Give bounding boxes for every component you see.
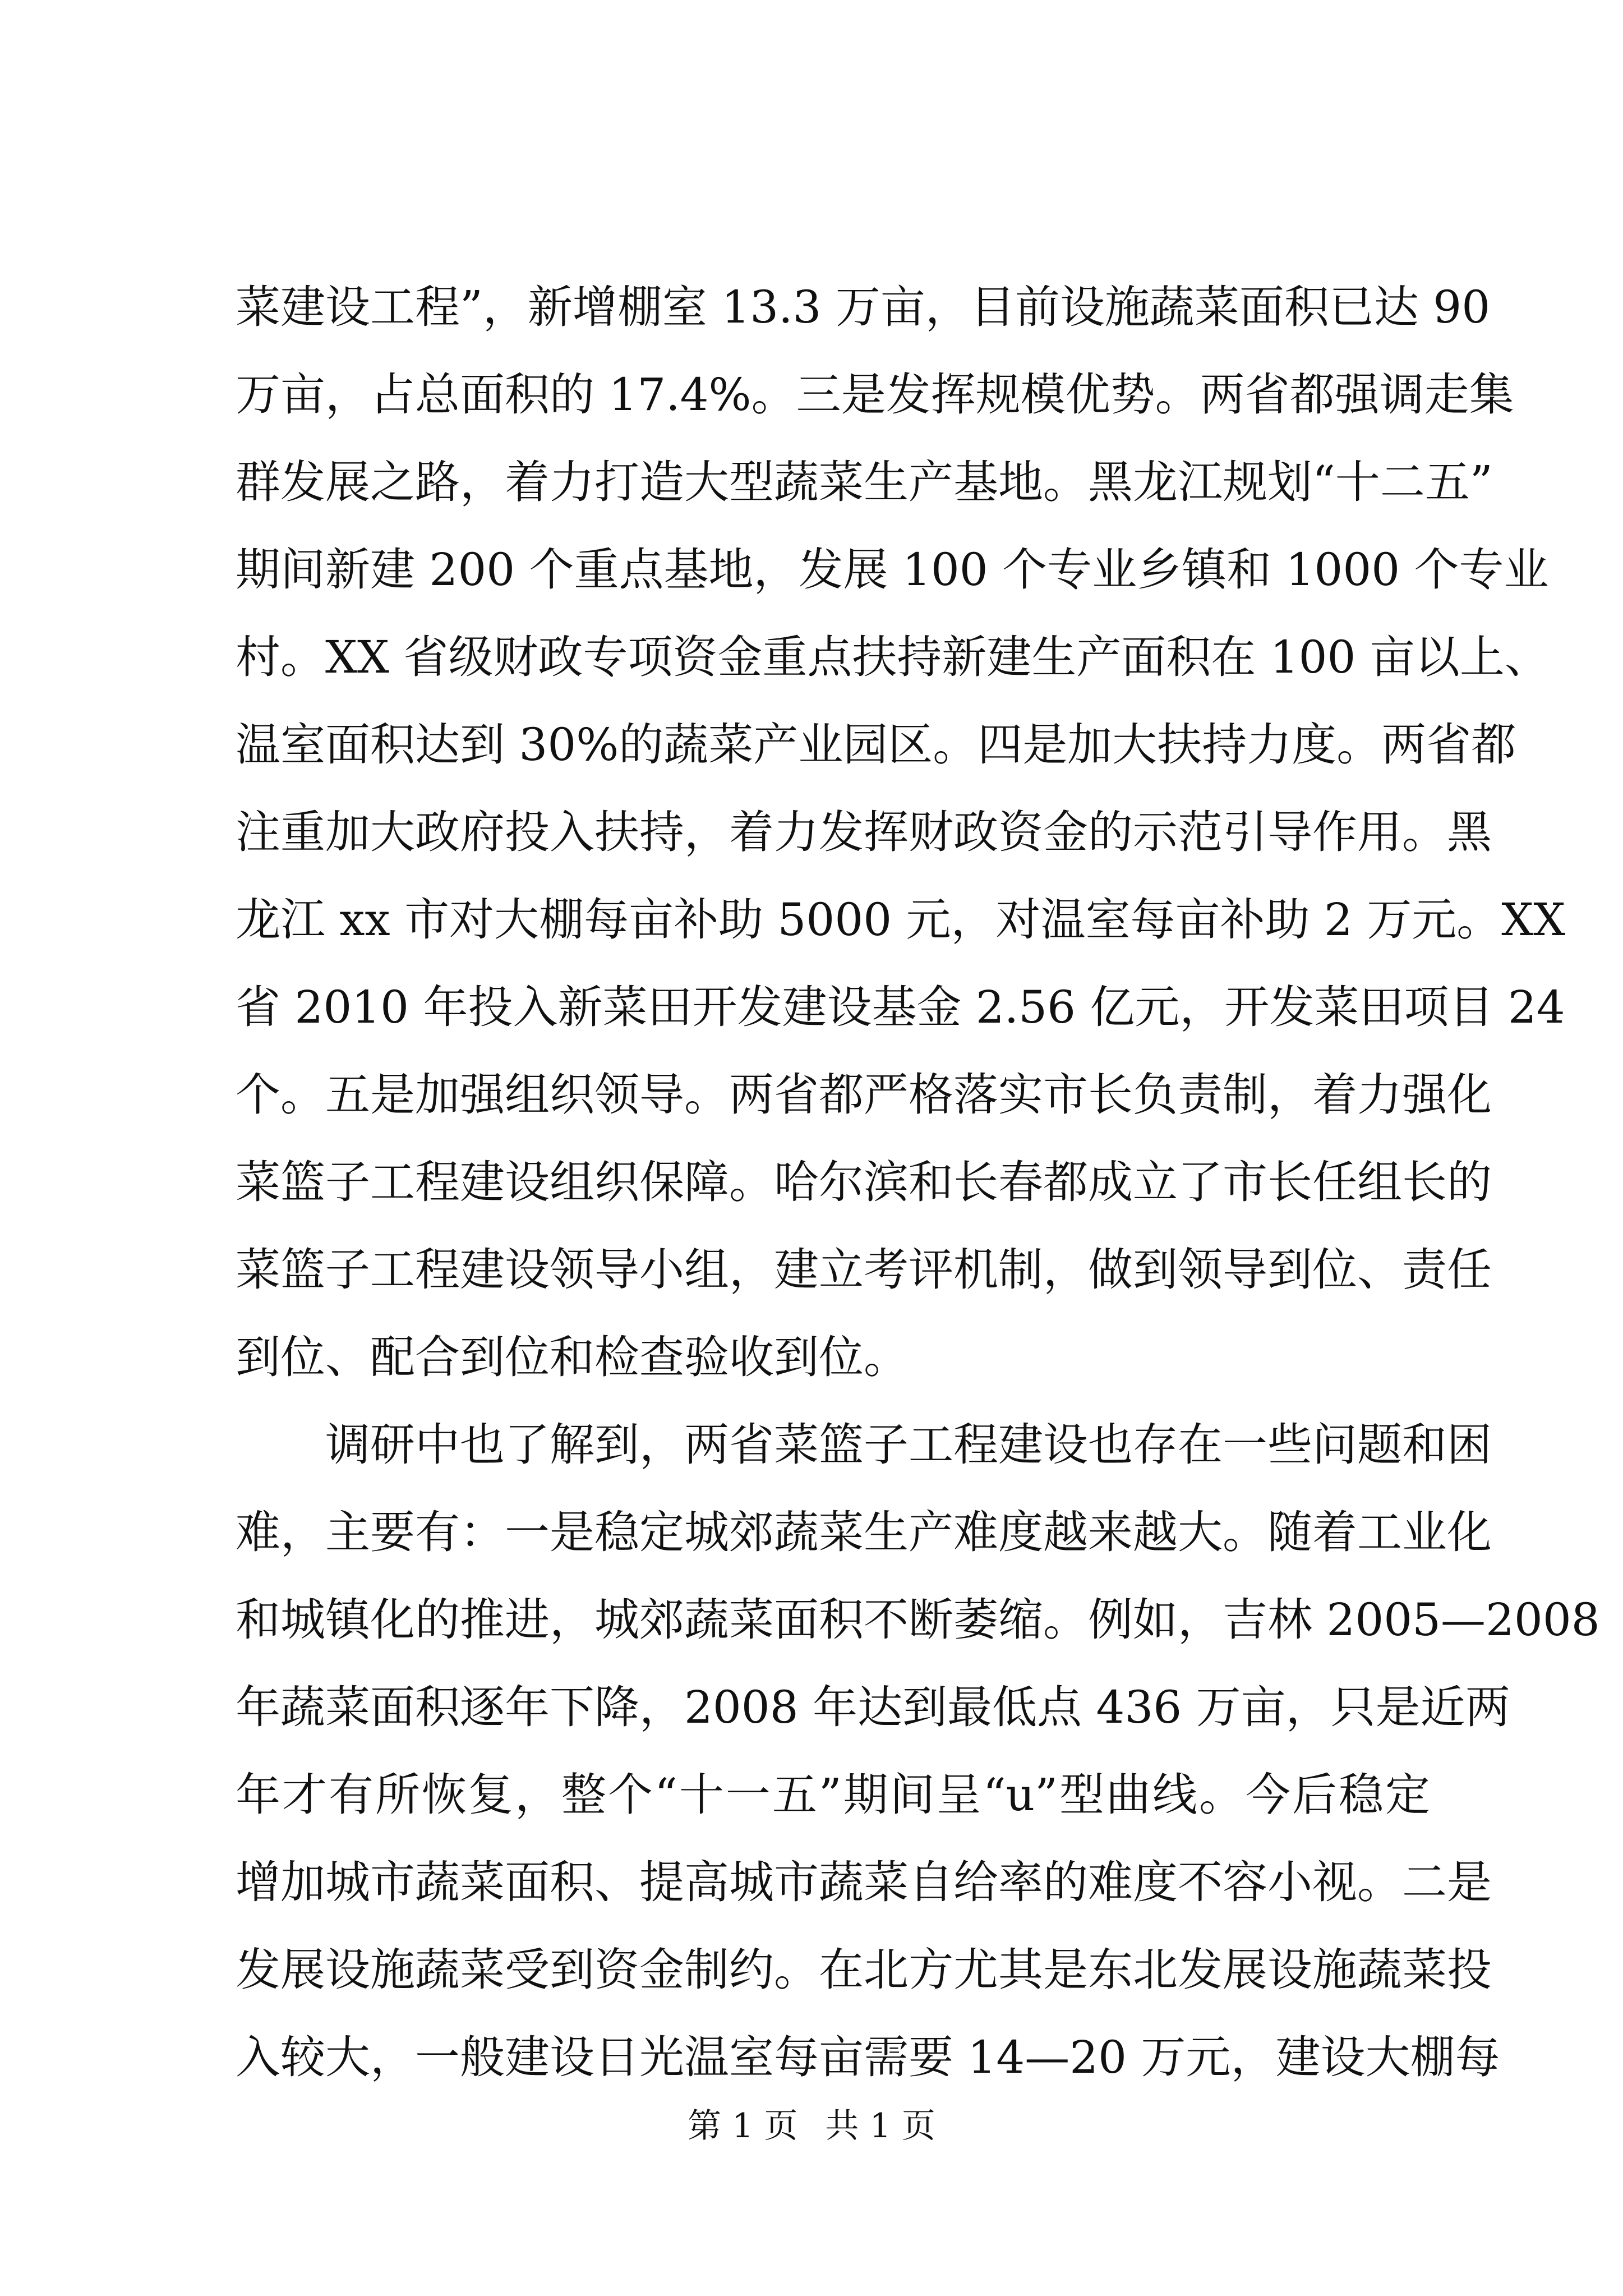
text-line: 发展设施蔬菜受到资金制约。在北方尤其是东北发展设施蔬菜投	[236, 1944, 1492, 1996]
text-line: 村。XX 省级财政专项资金重点扶持新建生产面积在 100 亩以上、	[236, 631, 1550, 683]
text-line: 增加城市蔬菜面积、提高城市蔬菜自给率的难度不容小视。二是	[236, 1856, 1492, 1908]
text-line: 年才有所恢复，整个“十一五”期间呈“u”型曲线。今后稳定	[236, 1769, 1430, 1821]
text-line: 菜篮子工程建设组织保障。哈尔滨和长春都成立了市长任组长的	[236, 1156, 1492, 1208]
paragraph-1	[236, 264, 1566, 1401]
text-line: 个。五是加强组织领导。两省都严格落实市长负责制，着力强化	[236, 1069, 1492, 1121]
page-number: 第 1 页	[688, 2106, 798, 2146]
text-line: 调研中也了解到，两省菜篮子工程建设也存在一些问题和困	[325, 1419, 1492, 1471]
text-line: 省 2010 年投入新菜田开发建设基金 2.56 亿元，开发菜田项目 24	[236, 981, 1565, 1033]
text-line: 温室面积达到 30%的蔬菜产业园区。四是加大扶持力度。两省都	[236, 719, 1516, 771]
text-line: 到位、配合到位和检查验收到位。	[236, 1331, 909, 1383]
text-line: 和城镇化的推进，城郊蔬菜面积不断萎缩。例如，吉林 2005—2008	[236, 1594, 1600, 1646]
text-line: 难，主要有：一是稳定城郊蔬菜生产难度越来越大。随着工业化	[236, 1506, 1492, 1558]
paragraph-2	[236, 1401, 1600, 2101]
text-line: 菜建设工程”，新增棚室 13.3 万亩，目前设施蔬菜面积已达 90	[236, 281, 1491, 333]
text-line: 入较大，一般建设日光温室每亩需要 14—20 万元，建设大棚每	[236, 2031, 1500, 2083]
total-pages: 共 1 页	[825, 2106, 935, 2146]
text-line: 年蔬菜面积逐年下降，2008 年达到最低点 436 万亩，只是近两	[236, 1681, 1510, 1733]
text-line: 龙江 xx 市对大棚每亩补助 5000 元，对温室每亩补助 2 万元。XX	[236, 894, 1566, 946]
document-body	[236, 264, 1600, 2101]
text-line: 期间新建 200 个重点基地，发展 100 个专业乡镇和 1000 个专业	[236, 544, 1549, 596]
text-line: 群发展之路，着力打造大型蔬菜生产基地。黑龙江规划“十二五”	[236, 456, 1493, 508]
page-footer	[0, 2104, 1623, 2148]
text-line: 万亩，占总面积的 17.4%。三是发挥规模优势。两省都强调走集	[236, 369, 1514, 421]
text-line: 菜篮子工程建设领导小组，建立考评机制，做到领导到位、责任	[236, 1244, 1492, 1296]
text-line: 注重加大政府投入扶持，着力发挥财政资金的示范引导作用。黑	[236, 806, 1492, 858]
